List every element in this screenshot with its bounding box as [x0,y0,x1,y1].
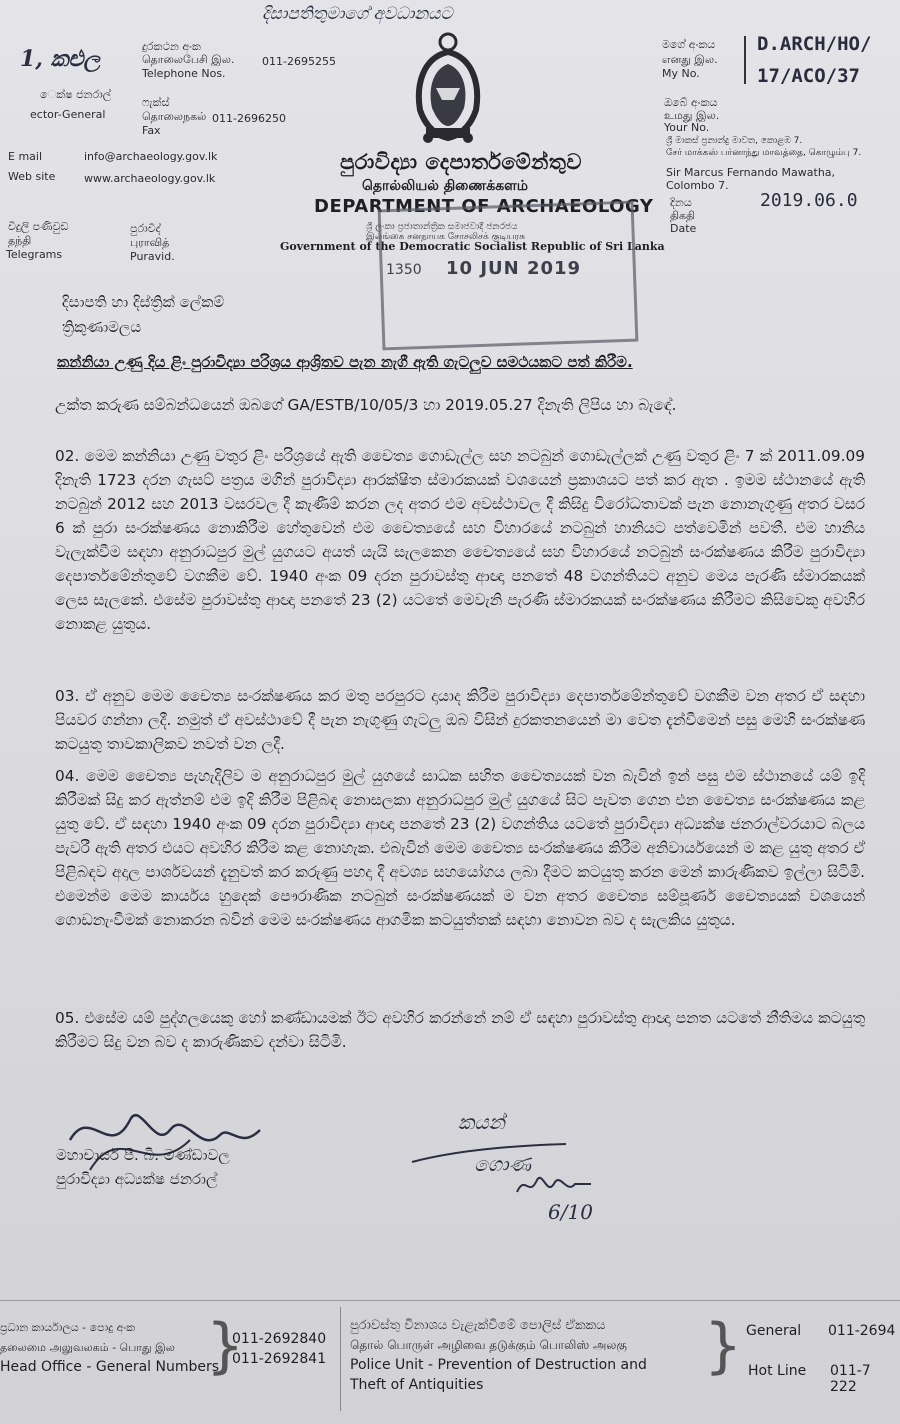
police-unit-en-line2: Theft of Antiquities [350,1377,484,1393]
recipient-line1: දිසාපති හා දිස්ත්‍රික් ලේකම් [62,293,225,311]
annotation-date: 6/10 [548,1200,593,1224]
head-office-number-1: 011-2692840 [232,1331,327,1347]
telegram-label-si: විදුලි පණිවුඩ [8,220,69,233]
my-no-line2: 17/ACO/37 [757,65,860,87]
director-general-title-si: ෙක්ෂ ජනරාල් [40,88,112,101]
fax-label-si: ෆැක්ස් [142,96,170,109]
letter-subject: කන්නියා උණු දිය ළිං පුරාවිද්‍යා පරිශ්‍රය ආශ්‍රිතව පැන නැගී ඇති ගැටලුව සමථයකට පත් කිරීම. [57,353,633,371]
telegram-value-si: පුරාවිද් [130,222,161,235]
your-no-label-si: ඔබේ අංකය [664,96,718,109]
recipient-line2: ත්‍රිකුණාමලය [62,318,142,336]
phone-label-en: Telephone Nos. [142,67,226,80]
fax-label-ta: தொலைநகல் [142,110,207,123]
hotline-value: 011-7 222 [830,1363,871,1395]
stamp-date: 10 JUN 2019 [446,258,582,279]
general-value: 011-2694 [828,1323,896,1339]
paragraph-03: 03. ඒ අනුව මෙම චෛත්‍ය සංරක්ෂණය කර මතු පරපුරට දායාද කිරීම පුරාවිද්‍යා දෙපාර්තමේන්තුවේ වගකීම වන අතර ඒ සඳහා පියවර ගන්නා ලදී. නමුත් ඒ අවස්ථාවේ දී පැන නැගුණු ගැටලු ඔබ විසින් දුරකතනයෙන් මා වෙත දැන්වීමෙන් පසු මෙහි සංරක්ෂණ කටයුතු තාවකාලිකව නවත් වන ලදී. [55,687,865,753]
date-value: 2019.06.0 [760,190,858,211]
my-no-label-ta: எனது இல. [662,53,718,66]
police-unit-en-line1: Police Unit - Prevention of Destruction and [350,1357,647,1373]
handwritten-note-left: 1, කළුල [20,46,101,72]
your-no-label-ta: உமது இல. [664,109,720,122]
telegram-label-en: Telegrams [6,248,63,261]
reference-line: උක්ත කරුණ සම්බන්ධයෙන් ඔබගේ GA/ESTB/10/05/3 හා 2019.05.27 දිනැති ලිපිය හා බැඳේ. [55,396,677,414]
director-general-title-en: ector-General [30,108,106,121]
annotation-note1: කයන් [458,1110,505,1134]
signatory-name: මහාචාර්ය පී. බී. මණ්ඩාවල [56,1146,230,1164]
department-name-en: DEPARTMENT OF ARCHAEOLOGY [314,196,654,217]
head-office-number-2: 011-2692841 [232,1351,327,1367]
telegram-value-en: Puravid. [130,250,175,263]
fax-label-en: Fax [142,124,161,137]
email-value: info@archaeology.gov.lk [84,150,218,163]
initial-scribble [515,1172,595,1202]
telegram-value-ta: புராவித் [130,236,170,249]
footer-brace-1: } [206,1311,245,1381]
my-no-line1: D.ARCH/HO/ [757,33,872,55]
ref-bracket [744,36,746,84]
head-office-si: ප්‍රධාන කාර්යාලය - පොදු අංක [0,1321,136,1334]
paragraph-05: 05. එසේම යම් පුද්ගලයෙකු හෝ කණ්ඩායමක් ඊට අවහිර කරන්නේ නම් ඒ සඳහා පුරාවස්තු ආඥා පනත යටතේ නීතිමය කටයුතු කිරීමට සිදු වන බව ද කාරුණිකව දන්වා සිටිමි. [55,1009,865,1051]
your-no-label-en: Your No. [664,121,710,134]
address-en-line1: Sir Marcus Fernando Mawatha, [666,166,836,179]
signatory-title: පුරාවිද්‍යා අධ්‍යක්ෂ ජනරාල් [56,1170,218,1188]
department-name-si: පුරාවිද්‍යා දෙපාර්තමේන්තුව [340,150,582,174]
department-name-ta: தொல்லியல் திணைக்களம் [362,178,529,194]
handwritten-note-top: දිසාපතිතුමාගේ අවධානයට [262,4,453,24]
date-label-en: Date [670,222,697,235]
sri-lanka-emblem-icon [408,28,488,146]
phone-value: 011-2695255 [262,55,336,68]
address-si: ශ්‍රී මාකස් ප්‍රනාන්දු මාවත, කොළඹ 7. [666,136,803,146]
my-no-label-en: My No. [662,67,700,80]
letter-footer [0,1300,900,1424]
phone-label-ta: தொலைபேசி இல. [142,53,235,66]
stamp-number: 1350 [386,262,422,278]
footer-divider [340,1307,341,1411]
phone-label-si: දුරකථන අංක [142,40,201,53]
date-label-si: දිනය [670,196,692,209]
paragraph-04: 04. මෙම චෛත්‍ය පැහැදිලිව ම අනුරාධපුර මුල් යුගයේ සාධක සහිත චෛත්‍යයක් වන බැවින් ඉන් පසු එම ස්ථානයේ යම් ඉදි කිරීමක් සිදු කර ඇත්නම් එම ඉදි කිරීම පිළිබඳ නොසලකා අනුරාධපුර මුල් යුගයේ සිට පැවත ගෙන එන චෛත්‍ය සංරක්ෂණය කළ යුතු වේ. ඒ සඳහා 1940 අංක 09 දරන පුරාවිද්‍යා ආඥා පනතේ 23 (2) වගන්තිය යටතේ පුරාවිද්‍යා අධ්‍යක්ෂ ජනරාල්වරයාට බලය පැවරී ඇති අතර එයට අවහිර කිරීම කළ නොහැක. එබැවින් මෙම චෛත්‍ය සංරක්ෂණය කිරීම අනිවාර්යයෙන් ම කළ යුතු අතර ඒ පිළිබඳව අදාල පාර්ශවයන් දැනුවත් කර කරුණු පහදා දී අවශ්‍ය සහයෝගය ලබා දීමට කටයුතු කරන මෙන් කාරුණිකව ඉල්ලා සිටිමි. එමෙන්ම මෙම කාර්යය හුදෙක් පෞරාණික නටබුන් සංරක්ෂණයක් ම වන අතර චෛත්‍ය සම්පූර්ණ චෛත්‍යයක් වශයෙන් ගොඩනැංවීමක් නොකරන බවින් මෙම සංරක්ෂණය ආගමික කටයුත්තක් සඳහා නොවන බව ද සැලකිය යුතුය. [55,767,865,929]
police-unit-si: පුරාවස්තු විනාශය වැළැක්වීමේ පොලිස් ඒකකය [350,1318,606,1333]
government-line: Government of the Democratic Socialist Republic of Sri Lanka [280,240,665,253]
telegram-label-ta: தந்தி [8,234,32,247]
website-label: Web site [8,170,56,183]
police-unit-ta: தொல் பொருள் அழிவை தடுக்கும் பொலிஸ் அலகு [350,1338,627,1352]
footer-brace-2: } [704,1311,743,1381]
date-label-ta: திகதி [670,209,696,222]
republic-name-ta: இலங்கை சனநாயக சோசலிசக் குடியரசு [366,232,525,242]
republic-name-si: ශ්‍රී ලංකා ප්‍රජාතාන්ත්‍රික සමාජවාදී ජනරජය [366,222,518,232]
my-no-value [757,28,871,92]
head-office-ta: தலைமை அலுவலகம் - பொது இல [0,1341,175,1354]
fax-value: 011-2696250 [212,112,286,125]
address-ta: சேர் மாக்கஸ் பர்னாந்து மாவத்தை, கொழும்பு 7. [666,148,862,158]
email-label: E mail [8,150,43,163]
annotation-note2: ගොණ [474,1152,531,1176]
website-value: www.archaeology.gov.lk [84,172,216,185]
address-en-line2: Colombo 7. [666,179,729,192]
paragraph-02: 02. මෙම කන්නියා උණු වතුර ළිං පරිශ්‍රයේ ඇති චෛත්‍ය ගොඩැල්ල සහ නටබුන් ගොඩැල්ලක් උණු වතුර ළිං 7 ක් 2011.09.09 දිනැති 1723 දරන ගැසට් පත්‍රය මගින් පුරාවිද්‍යා ආරක්ෂිත ස්මාරකයක් වශයෙන් ප්‍රකාශයට පත් කර ඇත . ඉමම ස්ථානයේ ඇති නටබුන් 2012 සහ 2013 වසරවල දී කැණීම් කරන ලද අතර එම අවස්ථාවල දී කිසිදු විරෝධතාවක් පැන නොනැගුණු අතර වසර 6 ක් පුරා සංරක්ෂණය නොකිරීම හේතුවෙන් එම චෛත්‍යයේ සහ විහාරයේ නටබුන් හානියට පත්වෙමින් පවතී. එම හානිය වැලැක්වීම සඳහා අනුරාධපුර මුල් යුගයට අයත් යැයි සැලකෙන චෛත්‍යයේ සහ විහාරයේ නටබුන් සංරක්ෂණය කිරීම පුරාවිද්‍යා දෙපාර්තමේන්තුවේ වගකීම වේ. 1940 අංක 09 දරන පුරාවස්තු ආඥා පනතේ 48 වගන්තියට අනුව මෙය පැරණි ස්මාරකයක් ලෙස සැලකේ. එසේම පුරාවස්තු ආඥා පනතේ 23 (2) යටතේ මෙවැනි පැරණි ස්මාරකයක් සංරක්ෂණය කිරීමට කිසිවෙකු අවහිර නොකළ යුතුය. [55,447,865,633]
hotline-label: Hot Line [748,1363,807,1379]
general-label: General [746,1323,802,1339]
head-office-en: Head Office - General Numbers [0,1359,220,1375]
my-no-label-si: මගේ අංකය [662,38,716,51]
